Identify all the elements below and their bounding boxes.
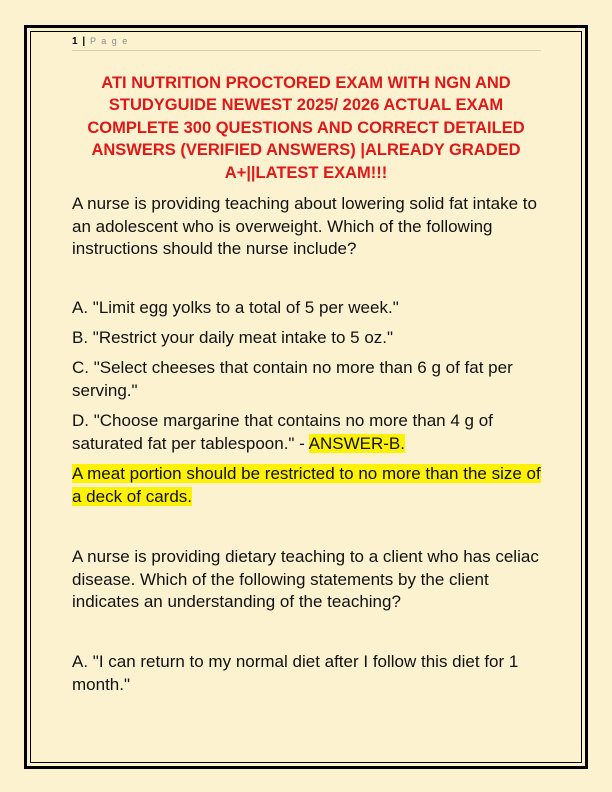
question-1-rationale bbox=[72, 463, 544, 508]
question-1-option-d bbox=[72, 410, 544, 455]
question-1-option-b: B. "Restrict your daily meat intake to 5 oz." bbox=[72, 328, 394, 347]
document-title: ATI NUTRITION PROCTORED EXAM WITH NGN AND STUDYGUIDE NEWEST 2025/ 2026 ACTUAL EXAM COMPLETE 300 QUESTIONS AND CORRECT DETAILED ANSWERS (VERIFIED ANSWERS) |ALREADY GRADED A+||LATEST EXAM!!! bbox=[87, 74, 525, 182]
rationale-text: A meat portion should be restricted to no more than the size of a deck of cards. bbox=[72, 464, 541, 506]
page-label: P a g e bbox=[89, 36, 129, 46]
page-number: 1 bbox=[72, 36, 78, 47]
option-d-text: D. "Choose margarine that contains no more than 4 g of saturated fat per tablespoon." - bbox=[72, 411, 493, 453]
question-1-option-a: A. "Limit egg yolks to a total of 5 per week." bbox=[72, 298, 399, 317]
question-2-option-a: A. "I can return to my normal diet after I follow this diet for 1 month." bbox=[72, 652, 519, 694]
page-header bbox=[72, 36, 541, 51]
answer-key: ANSWER-B. bbox=[308, 433, 405, 453]
question-1-text: A nurse is providing teaching about lowering solid fat intake to an adolescent who is overweight. Which of the following instructions should the nurse include? bbox=[72, 194, 537, 258]
question-1-option-c: C. "Select cheeses that contain no more than 6 g of fat per serving." bbox=[72, 358, 513, 400]
question-2-text: A nurse is providing dietary teaching to a client who has celiac disease. Which of the following statements by the client indicates an understanding of the teaching? bbox=[72, 547, 539, 611]
header-separator: | bbox=[82, 36, 86, 47]
